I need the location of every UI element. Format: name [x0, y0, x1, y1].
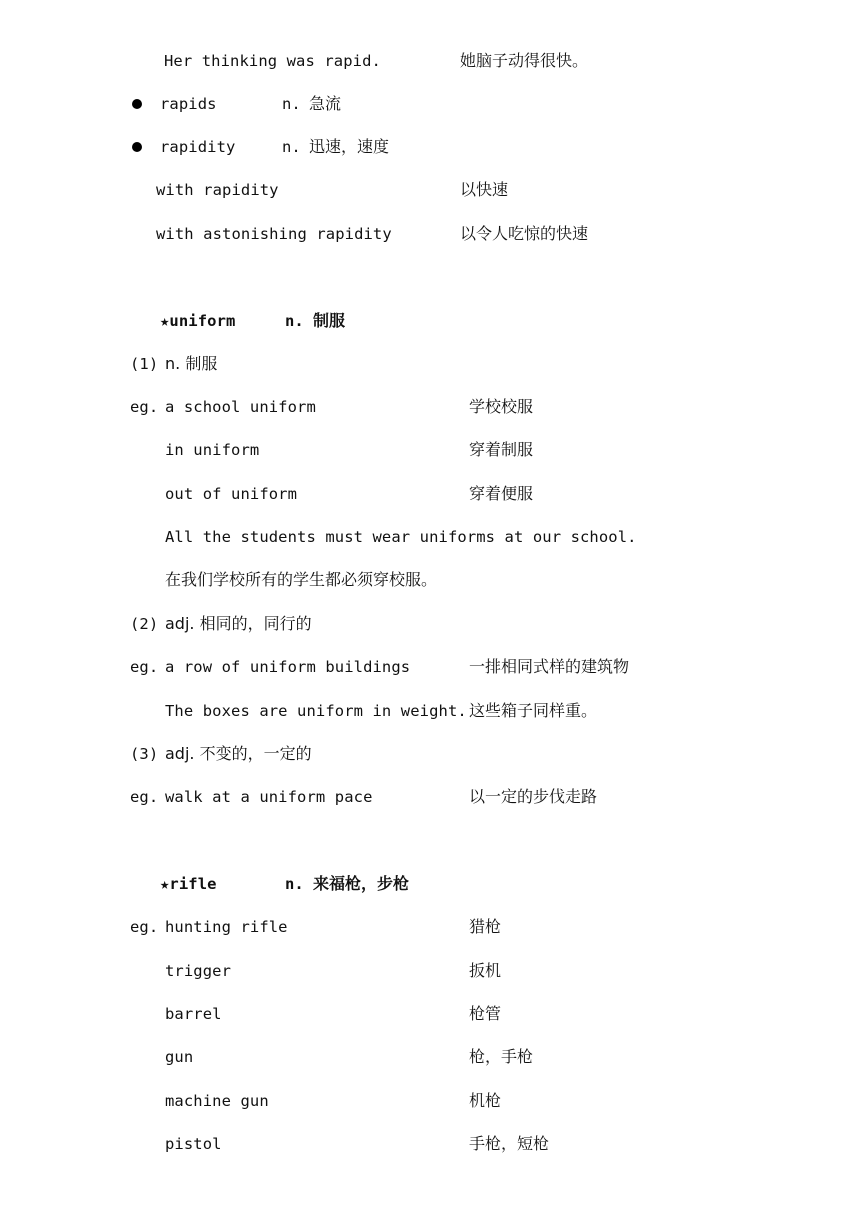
- sense-definition: n. 制服: [165, 354, 218, 373]
- bullet-word: rapids: [160, 95, 217, 113]
- sense-definition: adj. 相同的，同行的: [165, 614, 312, 633]
- example-english: in uniform: [165, 441, 260, 459]
- example-chinese: 扳机: [469, 961, 502, 980]
- phrase-chinese: 以快速: [460, 180, 509, 199]
- example-chinese: 枪，手枪: [469, 1047, 534, 1066]
- example-english: machine gun: [165, 1092, 269, 1110]
- phrase-english: with rapidity: [156, 181, 279, 199]
- example-english: out of uniform: [165, 485, 298, 503]
- sense-number: (3): [130, 745, 159, 763]
- sense-number: (1): [130, 355, 159, 373]
- headword: ★uniform: [160, 312, 236, 330]
- sentence-english: All the students must wear uniforms at our school.: [165, 528, 637, 546]
- example-english: gun: [165, 1048, 194, 1066]
- bullet-meaning: 急流: [309, 94, 342, 113]
- example-chinese: 一排相同式样的建筑物: [469, 657, 630, 676]
- example-english: The boxes are uniform in weight.: [165, 702, 467, 720]
- example-chinese: 机枪: [469, 1091, 502, 1110]
- example-chinese: 手枪，短枪: [469, 1134, 550, 1153]
- example-english: a school uniform: [165, 398, 316, 416]
- example-english: a row of uniform buildings: [165, 658, 411, 676]
- sentence-chinese: 在我们学校所有的学生都必须穿校服。: [165, 570, 438, 589]
- example-chinese: 猎枪: [469, 917, 502, 936]
- example-chinese: 穿着制服: [469, 440, 534, 459]
- eg-label: eg.: [130, 788, 159, 806]
- eg-label: eg.: [130, 918, 159, 936]
- headword-meaning: 制服: [313, 311, 346, 330]
- sense-definition: adj. 不变的，一定的: [165, 744, 312, 763]
- bullet-word: rapidity: [160, 138, 236, 156]
- example-chinese: 学校校服: [469, 397, 534, 416]
- bullet-pos: n.: [282, 95, 301, 113]
- example-english: walk at a uniform pace: [165, 788, 373, 806]
- bullet-meaning: 迅速，速度: [309, 137, 390, 156]
- headword: ★rifle: [160, 875, 217, 893]
- headword-pos: n.: [285, 312, 304, 330]
- example-chinese: 穿着便服: [469, 484, 534, 503]
- headword-meaning: 来福枪，步枪: [313, 874, 410, 893]
- bullet-pos: n.: [282, 138, 301, 156]
- bullet-icon: [132, 99, 142, 109]
- sense-number: (2): [130, 615, 159, 633]
- headword-pos: n.: [285, 875, 304, 893]
- example-english: pistol: [165, 1135, 222, 1153]
- example-chinese: 枪管: [469, 1004, 502, 1023]
- example-english: hunting rifle: [165, 918, 288, 936]
- example-chinese: 以一定的步伐走路: [469, 787, 598, 806]
- eg-label: eg.: [130, 658, 159, 676]
- eg-label: eg.: [130, 398, 159, 416]
- example-chinese: 这些箱子同样重。: [469, 701, 598, 720]
- example-english: barrel: [165, 1005, 222, 1023]
- example-chinese: 她脑子动得很快。: [460, 51, 589, 70]
- bullet-icon: [132, 142, 142, 152]
- phrase-chinese: 以令人吃惊的快速: [460, 224, 589, 243]
- phrase-english: with astonishing rapidity: [156, 225, 392, 243]
- example-english: Her thinking was rapid.: [164, 52, 381, 70]
- example-english: trigger: [165, 962, 232, 980]
